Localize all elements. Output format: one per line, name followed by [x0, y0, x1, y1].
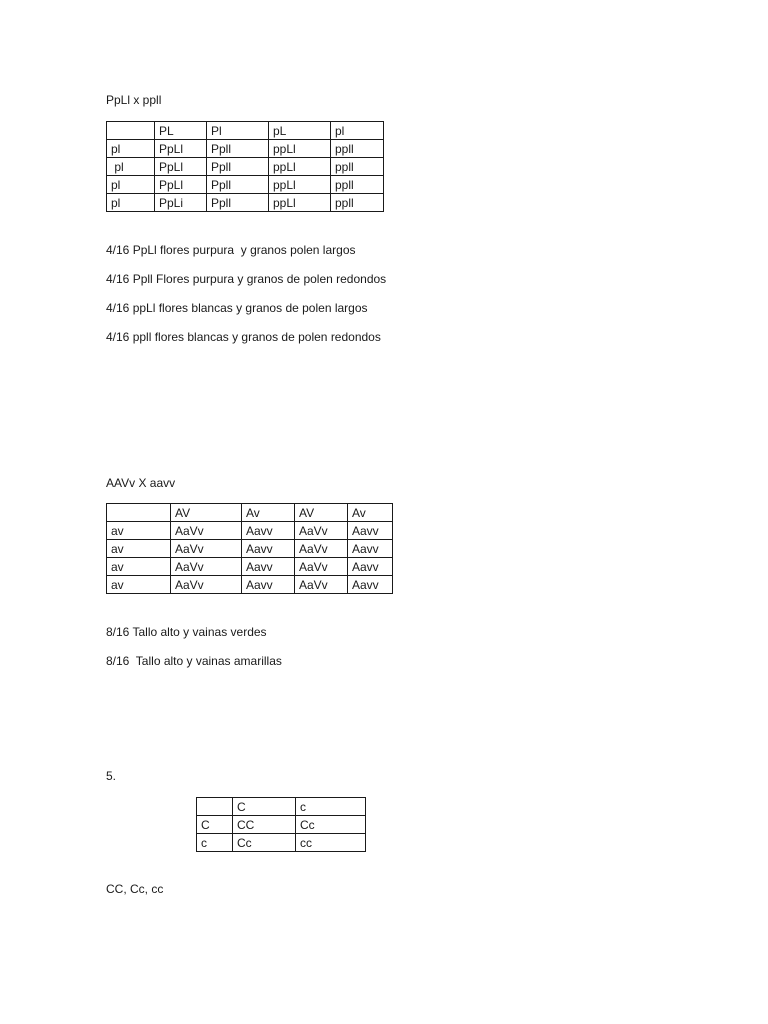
table-cell: Aavv	[348, 522, 393, 540]
table-cell: C	[233, 798, 296, 816]
table-cell: pl	[107, 158, 155, 176]
table-row	[197, 834, 366, 852]
table-cell: AaVv	[295, 558, 348, 576]
table-cell: av	[107, 540, 171, 558]
table-cell: AaVv	[171, 558, 242, 576]
table-cell: Aavv	[348, 558, 393, 576]
answer-line: CC, Cc, cc	[106, 882, 164, 896]
table-cell: PpLl	[155, 158, 207, 176]
table-cell: Ppll	[207, 194, 269, 212]
table-cell: Pl	[207, 122, 269, 140]
punnett-table	[196, 797, 366, 852]
table-cell: Ppll	[207, 158, 269, 176]
table-cell: cc	[296, 834, 366, 852]
table-cell: Aavv	[242, 576, 295, 594]
table-cell: Aavv	[348, 540, 393, 558]
table-row	[107, 576, 393, 594]
table-cell: Ppll	[207, 140, 269, 158]
result-line: 8/16 Tallo alto y vainas verdes	[106, 625, 267, 639]
table-cell: PL	[155, 122, 207, 140]
table-cell: c	[197, 834, 233, 852]
table-cell: pl	[331, 122, 384, 140]
table-cell: PpLl	[155, 176, 207, 194]
table-cell: ppLl	[269, 176, 331, 194]
table-cell: ppll	[331, 176, 384, 194]
table-row	[107, 122, 384, 140]
table-cell: av	[107, 522, 171, 540]
result-line: 4/16 Ppll Flores purpura y granos de polen redondos	[106, 272, 387, 286]
table-cell: Cc	[233, 834, 296, 852]
table-cell: av	[107, 576, 171, 594]
table-cell: pl	[107, 176, 155, 194]
table-cell	[107, 504, 171, 522]
table-cell: AaVv	[295, 522, 348, 540]
table-cell: Cc	[296, 816, 366, 834]
table-cell: Ppll	[207, 176, 269, 194]
table-cell: ppLl	[269, 140, 331, 158]
table-row	[107, 194, 384, 212]
table-row	[107, 540, 393, 558]
result-line: 8/16 Tallo alto y vainas amarillas	[106, 654, 282, 668]
table-cell	[197, 798, 233, 816]
table-cell: AV	[171, 504, 242, 522]
table-row	[197, 798, 366, 816]
table-cell: Aavv	[348, 576, 393, 594]
table-cell: c	[296, 798, 366, 816]
table-cell: AaVv	[171, 522, 242, 540]
table-cell: CC	[233, 816, 296, 834]
table-row	[107, 522, 393, 540]
table-row	[107, 504, 393, 522]
result-line: 4/16 ppll flores blancas y granos de polen redondos	[106, 330, 381, 344]
table-cell: AaVv	[171, 540, 242, 558]
result-line: 4/16 PpLl flores purpura y granos polen largos	[106, 243, 356, 257]
table-cell: Aavv	[242, 522, 295, 540]
table-cell: Av	[242, 504, 295, 522]
table-cell: pl	[107, 140, 155, 158]
table-cell: AaVv	[295, 576, 348, 594]
table-cell: Av	[348, 504, 393, 522]
punnett-table	[106, 503, 393, 594]
table-cell: ppll	[331, 158, 384, 176]
table-row	[197, 816, 366, 834]
punnett-table	[106, 121, 384, 212]
cross-heading: PpLl x ppll	[106, 93, 162, 107]
table-cell: ppLl	[269, 158, 331, 176]
table-cell: ppLl	[269, 194, 331, 212]
table-cell: AaVv	[171, 576, 242, 594]
result-line: 4/16 ppLl flores blancas y granos de polen largos	[106, 301, 368, 315]
table-cell: C	[197, 816, 233, 834]
table-row	[107, 176, 384, 194]
table-row	[107, 140, 384, 158]
table-cell: pL	[269, 122, 331, 140]
table-cell: ppll	[331, 140, 384, 158]
table-cell: Aavv	[242, 558, 295, 576]
table-cell: ppll	[331, 194, 384, 212]
table-cell: av	[107, 558, 171, 576]
table-row	[107, 158, 384, 176]
table-cell: pl	[107, 194, 155, 212]
cross-heading: AAVv X aavv	[106, 476, 176, 490]
table-cell: AV	[295, 504, 348, 522]
table-cell: Aavv	[242, 540, 295, 558]
question-number: 5.	[106, 769, 117, 783]
table-cell: PpLi	[155, 194, 207, 212]
table-cell	[107, 122, 155, 140]
table-row	[107, 558, 393, 576]
table-cell: PpLl	[155, 140, 207, 158]
table-cell: AaVv	[295, 540, 348, 558]
